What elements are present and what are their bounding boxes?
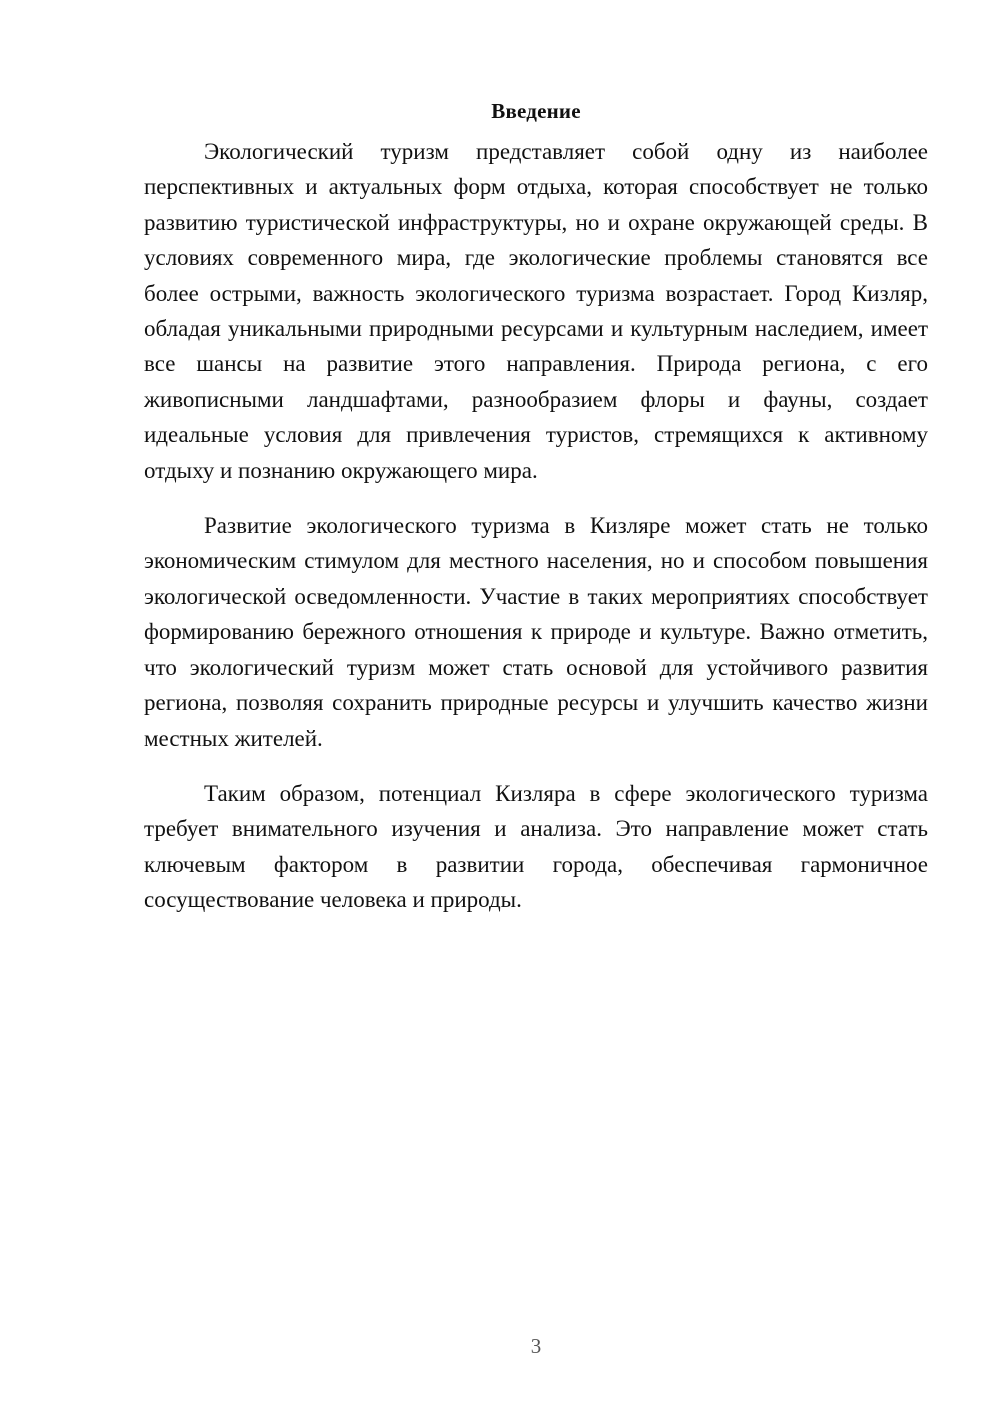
page-number: 3 — [530, 1334, 542, 1358]
paragraph-1: Экологический туризм представляет собой одну из наиболее перспективных и актуальных форм отдыха, которая способствует не только развитию туристической инфраструктуры, но и охране окружающей среды. В условиях современного мира, где экологические проблемы становятся все более острыми, важность экологического туризма возрастает. Город Кизляр, обладая уникальными природными ресурсами и культурным наследием, имеет все шансы на развитие этого направления. Природа региона, с его живописными ландшафтами, разнообразием флоры и фауны, создает идеальные условия для привлечения туристов, стремящихся к активному отдыху и познанию окружающего мира. — [144, 139, 928, 483]
paragraph-2: Развитие экологического туризма в Кизляре может стать не только экономическим стимулом для местного населения, но и способом повышения экологической осведомленности. Участие в таких мероприятиях способствует формированию бережного отношения к природе и культуре. Важно отметить, что экологический туризм может стать основой для устойчивого развития региона, позволяя сохранить природные ресурсы и улучшить качество жизни местных жителей. — [144, 513, 928, 751]
page-content — [144, 94, 928, 938]
section-heading: Введение — [491, 99, 581, 123]
paragraph-3: Таким образом, потенциал Кизляра в сфере экологического туризма требует внимательного изучения и анализа. Это направление может стать ключевым фактором в развитии города, обеспечивая гармоничное сосуществование человека и природы. — [144, 780, 928, 913]
